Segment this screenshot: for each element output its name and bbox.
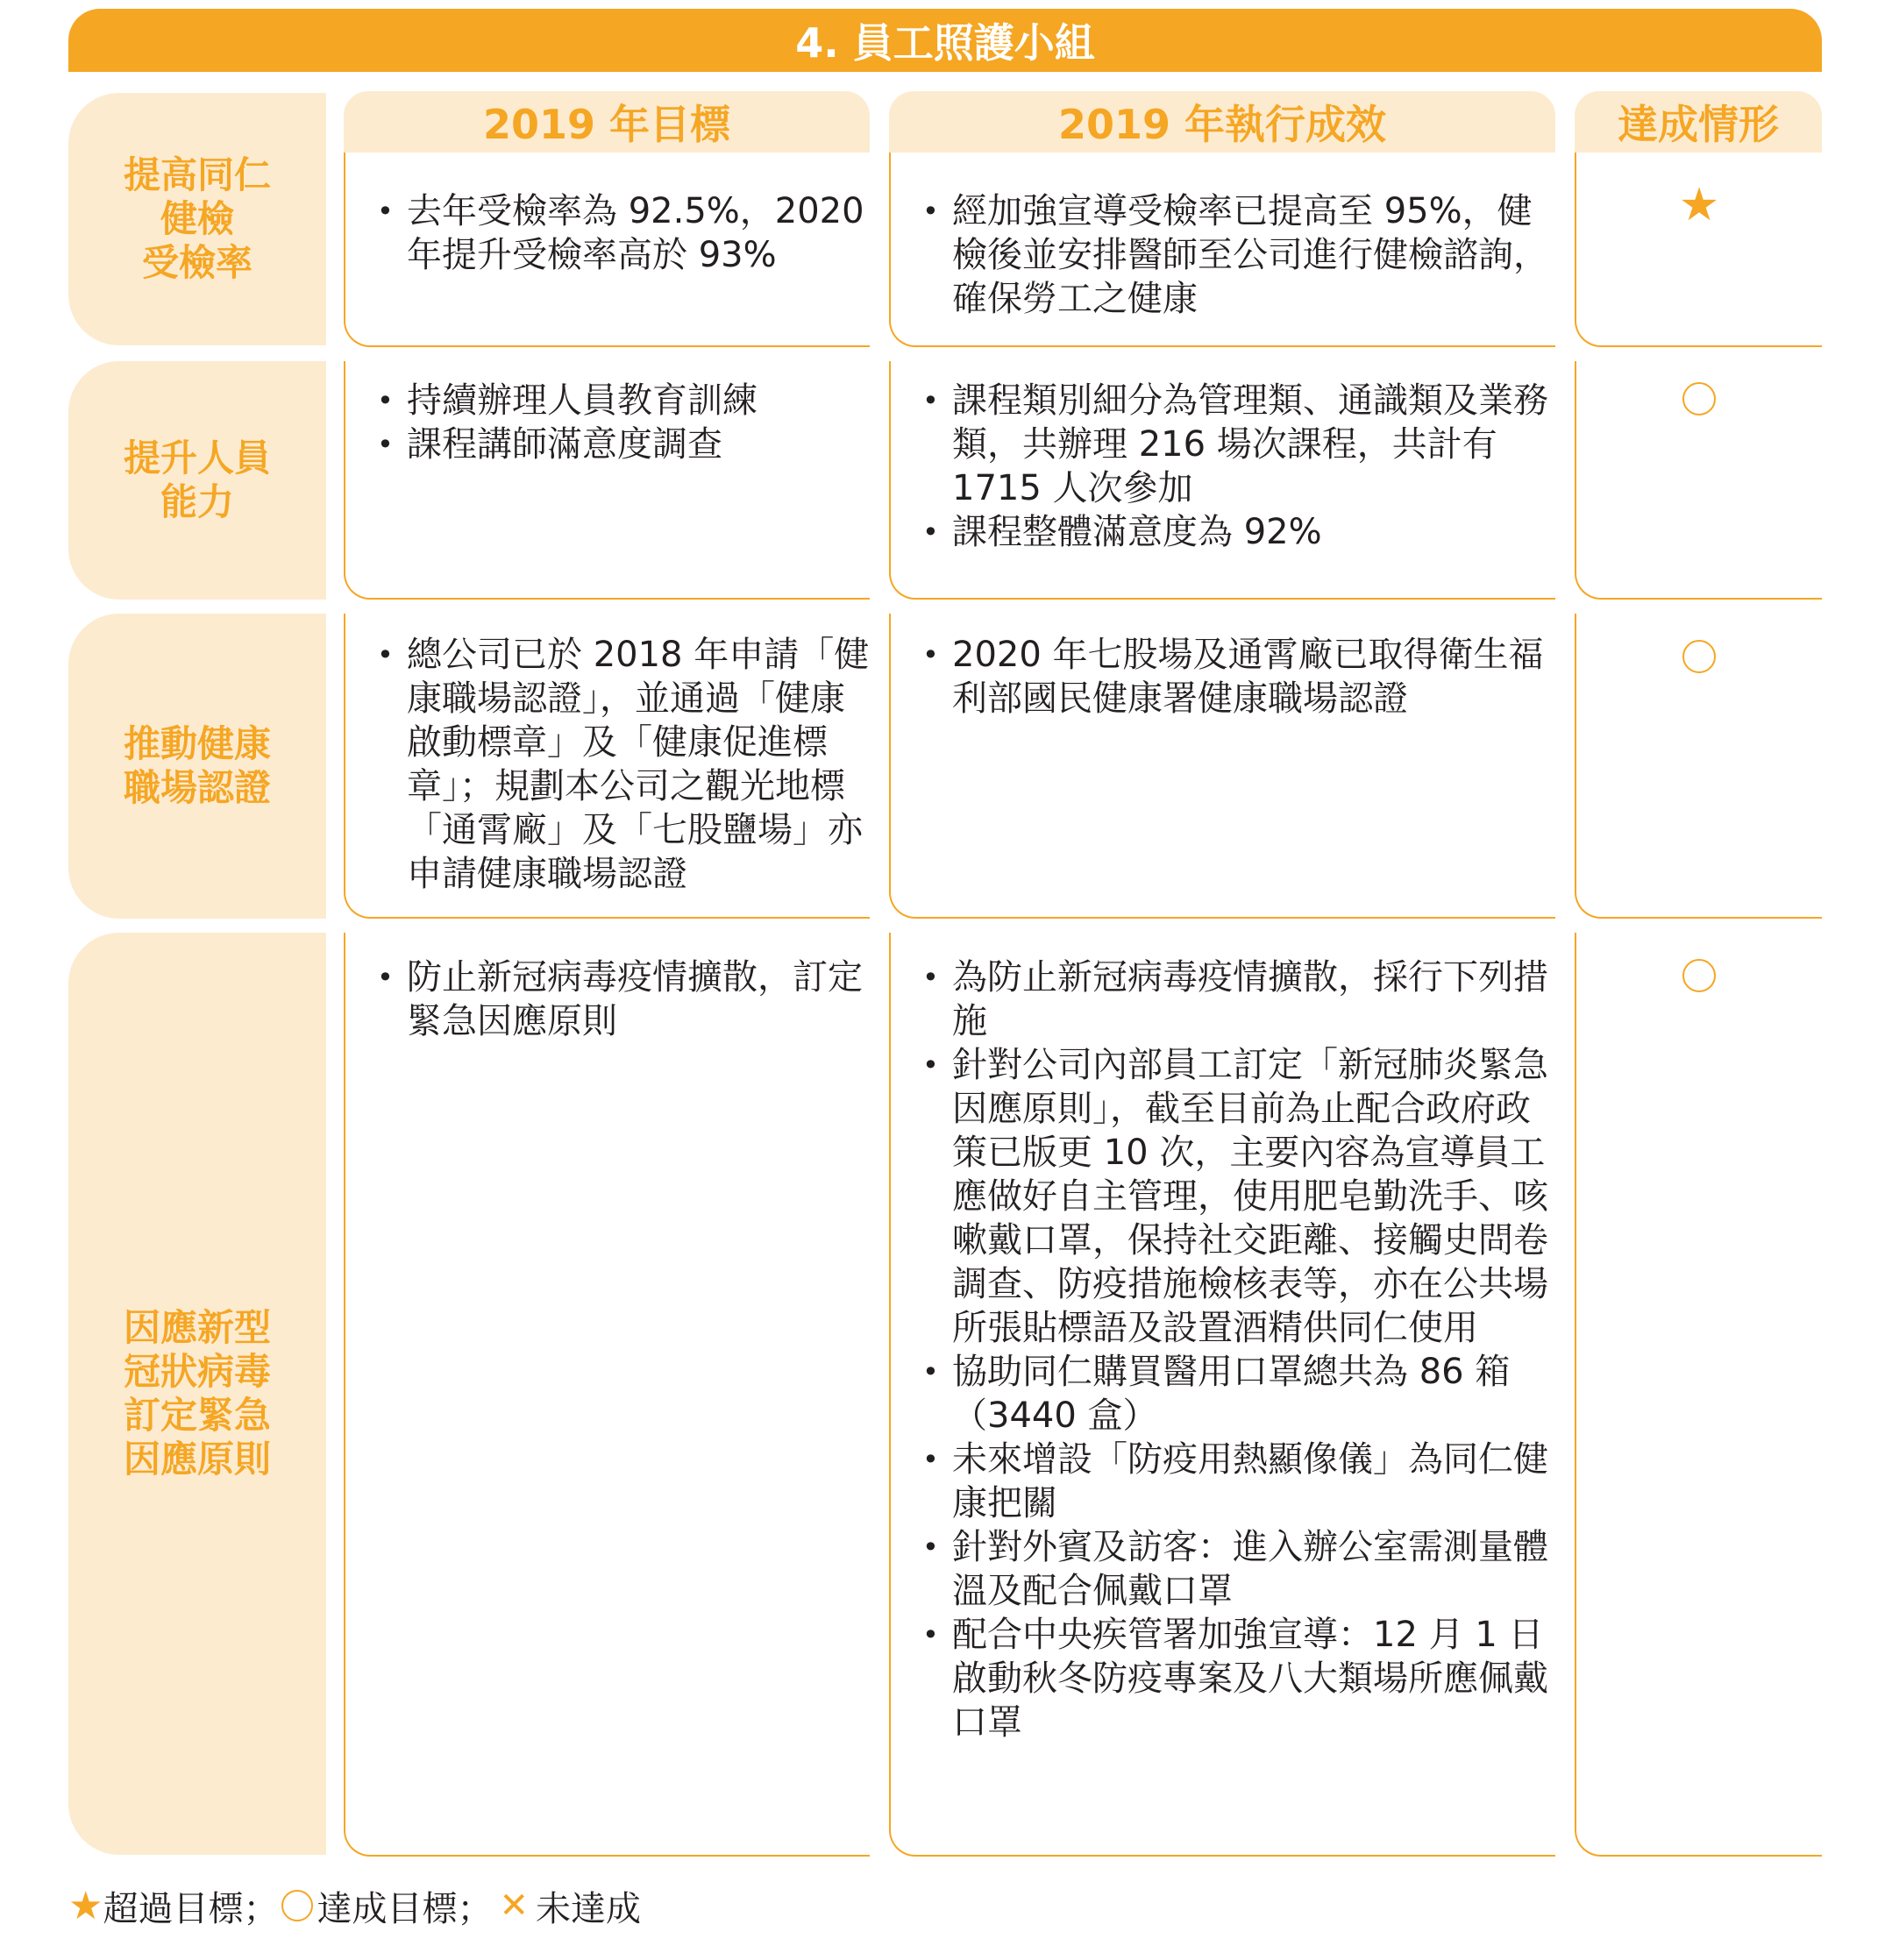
goal-item: • 總公司已於 2018 年申請「健康職場認證」，並通過「健康啟動標章」及「健康促進標章」；規劃本公司之觀光地標「通霄廠」及「七股鹽場」亦申請健康職場認證 xyxy=(345,633,870,896)
section-title: 4. 員工照護小組 xyxy=(68,9,1822,72)
header-result: 2019 年執行成效 xyxy=(889,91,1555,153)
result-item: • 未來增設「防疫用熱顯像儀」為同仁健康把關 xyxy=(891,1438,1555,1525)
result-item: • 針對公司內部員工訂定「新冠肺炎緊急因應原則」，截至目前為止配合政府政策已版更 10 次，主要內容為宣導員工應做好自主管理，使用肥皂勤洗手、咳嗽戴口罩，保持社交距離、接觸史問卷調查、防疫措施檢核表等，亦在公共場所張貼標語及設置酒精供同仁使用 xyxy=(891,1043,1555,1350)
row-label-staff-ability: 提升人員 能力 xyxy=(68,361,326,600)
circle-icon xyxy=(1682,382,1716,415)
row-label-health-check: 提高同仁 健檢 受檢率 xyxy=(68,93,326,345)
result-cell xyxy=(889,614,1555,919)
goal-cell xyxy=(344,614,870,919)
circle-icon xyxy=(1682,640,1716,673)
legend-exceeded: 超過目標； xyxy=(103,1888,279,1929)
result-item: • 協助同仁購買醫用口罩總共為 86 箱（3440 盒） xyxy=(891,1350,1555,1438)
goal-item: • 去年受檢率為 92.5%，2020 年提升受檢率高於 93% xyxy=(345,189,870,277)
result-item: • 為防止新冠病毒疫情擴散，採行下列措施 xyxy=(891,955,1555,1043)
result-item: • 課程整體滿意度為 92% xyxy=(891,510,1555,554)
result-cell xyxy=(889,933,1555,1857)
goal-item: • 持續辦理人員教育訓練 xyxy=(345,379,870,423)
goal-item: • 課程講師滿意度調查 xyxy=(345,423,870,466)
result-cell xyxy=(889,153,1555,347)
legend xyxy=(68,1879,641,1932)
result-item: • 2020 年七股場及通霄廠已取得衛生福利部國民健康署健康職場認證 xyxy=(891,633,1555,721)
header-goal: 2019 年目標 xyxy=(344,91,870,153)
goal-cell xyxy=(344,361,870,600)
result-item: • 配合中央疾管署加強宣導：12 月 1 日啟動秋冬防疫專案及八大類場所應佩戴口罩 xyxy=(891,1613,1555,1744)
result-item: • 針對外賓及訪客：進入辦公室需測量體溫及配合佩戴口罩 xyxy=(891,1525,1555,1613)
goal-item: • 防止新冠病毒疫情擴散，訂定緊急因應原則 xyxy=(345,955,870,1043)
legend-achieved: 達成目標； xyxy=(317,1888,493,1929)
legend-not-achieved: 未達成 xyxy=(535,1888,641,1929)
result-item: • 經加強宣導受檢率已提高至 95%，健檢後並安排醫師至公司進行健檢諮詢，確保勞工之健康 xyxy=(891,189,1555,321)
circle-icon xyxy=(281,1890,313,1921)
goal-cell xyxy=(344,933,870,1857)
header-status: 達成情形 xyxy=(1575,91,1822,153)
result-cell xyxy=(889,361,1555,600)
status-cell xyxy=(1575,153,1822,347)
goal-cell xyxy=(344,153,870,347)
status-cell xyxy=(1575,361,1822,600)
status-cell xyxy=(1575,933,1822,1857)
star-icon: ★ xyxy=(1678,179,1720,231)
row-label-healthy-workplace: 推動健康 職場認證 xyxy=(68,614,326,919)
star-icon: ★ xyxy=(68,1883,103,1928)
row-label-covid-response: 因應新型 冠狀病毒 訂定緊急 因應原則 xyxy=(68,933,326,1855)
cross-icon: ✕ xyxy=(499,1885,529,1926)
result-item: • 課程類別細分為管理類、通識類及業務類，共辦理 216 場次課程，共計有 1715 人次參加 xyxy=(891,379,1555,510)
status-cell xyxy=(1575,614,1822,919)
circle-icon xyxy=(1682,959,1716,992)
